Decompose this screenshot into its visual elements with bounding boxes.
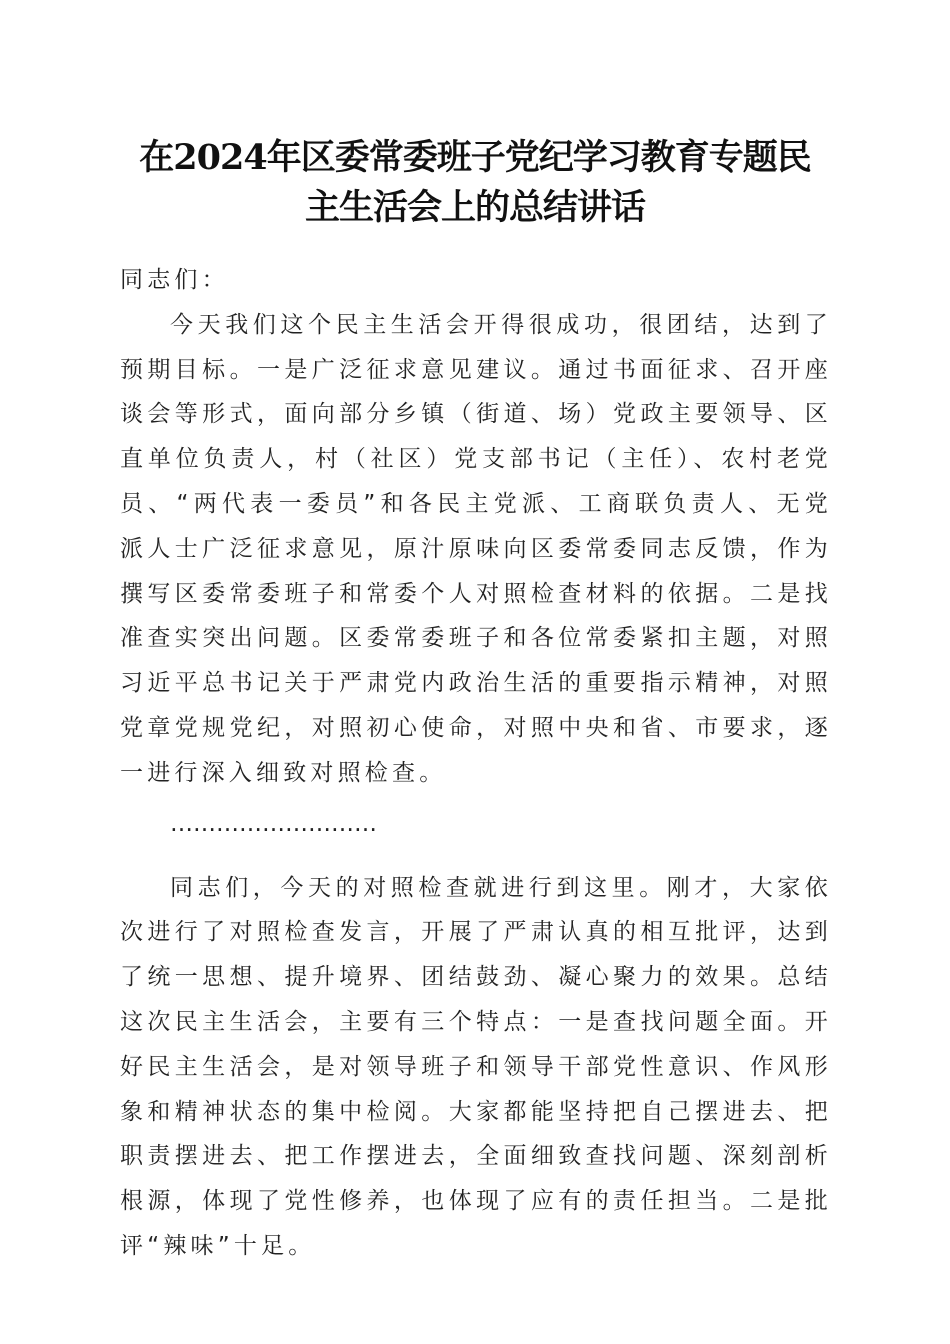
paragraph-1: 今天我们这个民主生活会开得很成功，很团结，达到了预期目标。一是广泛征求意见建议。通过书面征求、召开座谈会等形式，面向部分乡镇（街道、场）党政主要领导、区直单位负责人，村（社区）党支部书记（主任）、农村老党员、“两代表一委员”和各民主党派、工商联负责人、无党派人士广泛征求意见，原汁原味向区委常委同志反馈，作为撰写区委常委班子和常委个人对照检查材料的依据。二是找准查实突出问题。区委常委班子和各位常委紧扣主题，对照习近平总书记关于严肃党内政治生活的重要指示精神，对照党章党规党纪，对照初心使命，对照中央和省、市要求，逐一进行深入细致对照检查。 bbox=[120, 311, 832, 786]
title-line-2: 主生活会上的总结讲话 bbox=[304, 187, 645, 228]
title-line-1: 在2024年区委常委班子党纪学习教育专题民 bbox=[139, 137, 811, 178]
omission-ellipsis: ……………………… bbox=[170, 810, 377, 837]
document-title bbox=[110, 133, 840, 233]
document-body bbox=[120, 258, 832, 1269]
paragraph-2: 同志们，今天的对照检查就进行到这里。刚才，大家依次进行了对照检查发言，开展了严肃认真的相互批评，达到了统一思想、提升境界、团结鼓劲、凝心聚力的效果。总结这次民主生活会，主要有三个特点：一是查找问题全面。开好民主生活会，是对领导班子和领导干部党性意识、作风形象和精神状态的集中检阅。大家都能坚持把自己摆进去、把职责摆进去、把工作摆进去，全面细致查找问题、深刻剖析根源，体现了党性修养，也体现了应有的责任担当。二是批评“辣味”十足。 bbox=[120, 874, 832, 1259]
salutation: 同志们： bbox=[120, 267, 229, 293]
